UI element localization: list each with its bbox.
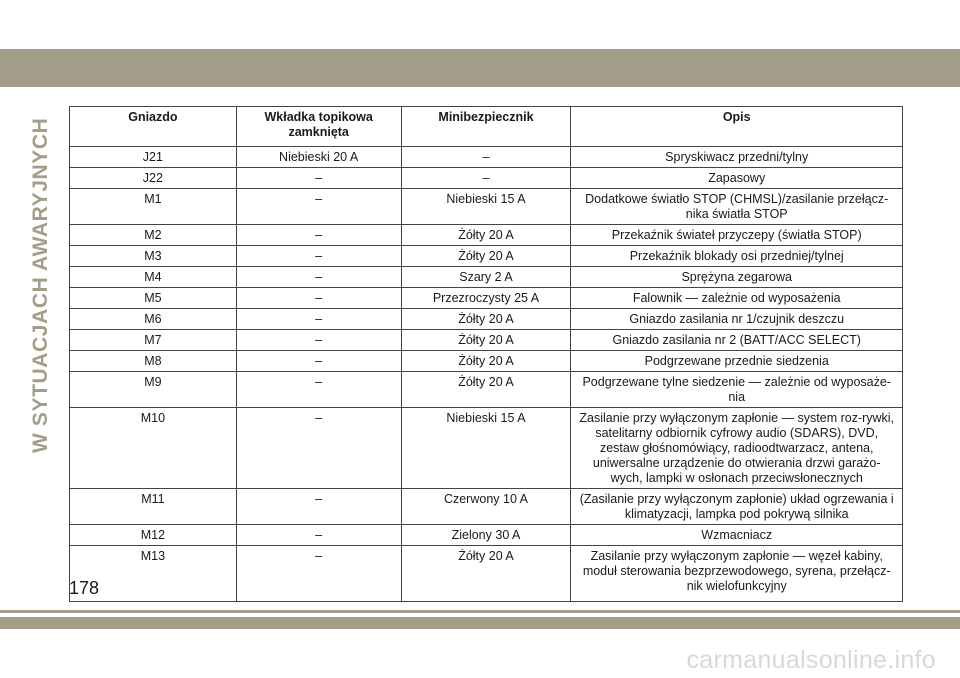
- table-row: [70, 168, 903, 189]
- cell-gniazdo: M5: [70, 288, 237, 309]
- fuse-table: [69, 106, 903, 602]
- cell-opis: Przekaźnik blokady osi przedniej/tylnej: [571, 246, 903, 267]
- cell-gniazdo: M7: [70, 330, 237, 351]
- cell-wkladka: –: [236, 372, 401, 408]
- table-row: [70, 330, 903, 351]
- cell-gniazdo: M3: [70, 246, 237, 267]
- cell-wkladka: –: [236, 408, 401, 489]
- bottom-footer-band: [0, 617, 960, 629]
- cell-minibezpiecznik: Żółty 20 A: [401, 246, 571, 267]
- cell-gniazdo: M8: [70, 351, 237, 372]
- cell-gniazdo: M9: [70, 372, 237, 408]
- table-row: [70, 189, 903, 225]
- cell-opis: Gniazdo zasilania nr 2 (BATT/ACC SELECT): [571, 330, 903, 351]
- header-minibezpiecznik: Minibezpiecznik: [401, 107, 571, 147]
- cell-minibezpiecznik: Żółty 20 A: [401, 351, 571, 372]
- cell-minibezpiecznik: Czerwony 10 A: [401, 489, 571, 525]
- cell-wkladka: –: [236, 489, 401, 525]
- cell-opis: Sprężyna zegarowa: [571, 267, 903, 288]
- cell-minibezpiecznik: Żółty 20 A: [401, 546, 571, 602]
- table-row: [70, 147, 903, 168]
- cell-opis: Wzmacniacz: [571, 525, 903, 546]
- watermark-text: carmanualsonline.info: [686, 646, 936, 674]
- table-row: [70, 267, 903, 288]
- table-row: [70, 489, 903, 525]
- cell-wkladka: –: [236, 288, 401, 309]
- cell-gniazdo: M4: [70, 267, 237, 288]
- cell-wkladka: –: [236, 309, 401, 330]
- cell-wkladka: –: [236, 168, 401, 189]
- cell-wkladka: –: [236, 246, 401, 267]
- table-row: [70, 288, 903, 309]
- bottom-divider-line: [0, 610, 960, 613]
- cell-gniazdo: M12: [70, 525, 237, 546]
- cell-minibezpiecznik: Żółty 20 A: [401, 330, 571, 351]
- cell-minibezpiecznik: Szary 2 A: [401, 267, 571, 288]
- cell-minibezpiecznik: Niebieski 15 A: [401, 408, 571, 489]
- header-gniazdo: Gniazdo: [70, 107, 237, 147]
- cell-gniazdo: M2: [70, 225, 237, 246]
- cell-opis: Zapasowy: [571, 168, 903, 189]
- cell-minibezpiecznik: Niebieski 15 A: [401, 189, 571, 225]
- table-header-row: [70, 107, 903, 147]
- cell-minibezpiecznik: –: [401, 147, 571, 168]
- cell-wkladka: –: [236, 267, 401, 288]
- table-row: [70, 225, 903, 246]
- cell-opis: Spryskiwacz przedni/tylny: [571, 147, 903, 168]
- table-row: [70, 525, 903, 546]
- cell-opis: Podgrzewane przednie siedzenia: [571, 351, 903, 372]
- section-side-title: W SYTUACJACH AWARYJNYCH: [29, 117, 52, 453]
- header-opis: Opis: [571, 107, 903, 147]
- table-row: [70, 546, 903, 602]
- cell-opis: Zasilanie przy wyłączonym zapłonie — system roz-rywki, satelitarny odbiornik cyfrowy audio (SDARS), DVD, zestaw głośnomówiący, radioodtwarzacz, antena, uniwersalne urządzenie do otwierania drzwi garażo-wych, lampki w osłonach przeciwsłonecznych: [571, 408, 903, 489]
- table-row: [70, 372, 903, 408]
- cell-opis: (Zasilanie przy wyłączonym zapłonie) układ ogrzewania i klimatyzacji, lampka pod pokrywą silnika: [571, 489, 903, 525]
- cell-opis: Zasilanie przy wyłączonym zapłonie — węzeł kabiny, moduł sterowania bezprzewodowego, syrena, przełącz-nik wielofunkcyjny: [571, 546, 903, 602]
- cell-minibezpiecznik: Zielony 30 A: [401, 525, 571, 546]
- table-row: [70, 246, 903, 267]
- page-number: 178: [69, 578, 100, 598]
- cell-gniazdo: M11: [70, 489, 237, 525]
- cell-wkladka: –: [236, 351, 401, 372]
- cell-minibezpiecznik: Żółty 20 A: [401, 372, 571, 408]
- header-wkladka: Wkładka topikowa zamknięta: [236, 107, 401, 147]
- cell-gniazdo: M13: [70, 546, 237, 602]
- cell-wkladka: –: [236, 546, 401, 602]
- cell-gniazdo: J21: [70, 147, 237, 168]
- cell-wkladka: Niebieski 20 A: [236, 147, 401, 168]
- cell-minibezpiecznik: Żółty 20 A: [401, 225, 571, 246]
- cell-minibezpiecznik: Żółty 20 A: [401, 309, 571, 330]
- cell-minibezpiecznik: –: [401, 168, 571, 189]
- cell-wkladka: –: [236, 330, 401, 351]
- cell-wkladka: –: [236, 525, 401, 546]
- cell-gniazdo: M6: [70, 309, 237, 330]
- cell-wkladka: –: [236, 225, 401, 246]
- cell-gniazdo: M10: [70, 408, 237, 489]
- cell-opis: Falownik — zależnie od wyposażenia: [571, 288, 903, 309]
- cell-opis: Podgrzewane tylne siedzenie — zależnie od wyposaże-nia: [571, 372, 903, 408]
- cell-opis: Przekaźnik świateł przyczepy (światła STOP): [571, 225, 903, 246]
- cell-wkladka: –: [236, 189, 401, 225]
- table-row: [70, 309, 903, 330]
- cell-opis: Dodatkowe światło STOP (CHMSL)/zasilanie przełącz-nika światła STOP: [571, 189, 903, 225]
- cell-gniazdo: M1: [70, 189, 237, 225]
- cell-opis: Gniazdo zasilania nr 1/czujnik deszczu: [571, 309, 903, 330]
- cell-minibezpiecznik: Przezroczysty 25 A: [401, 288, 571, 309]
- cell-gniazdo: J22: [70, 168, 237, 189]
- table-row: [70, 408, 903, 489]
- top-header-band: [0, 49, 960, 87]
- table-row: [70, 351, 903, 372]
